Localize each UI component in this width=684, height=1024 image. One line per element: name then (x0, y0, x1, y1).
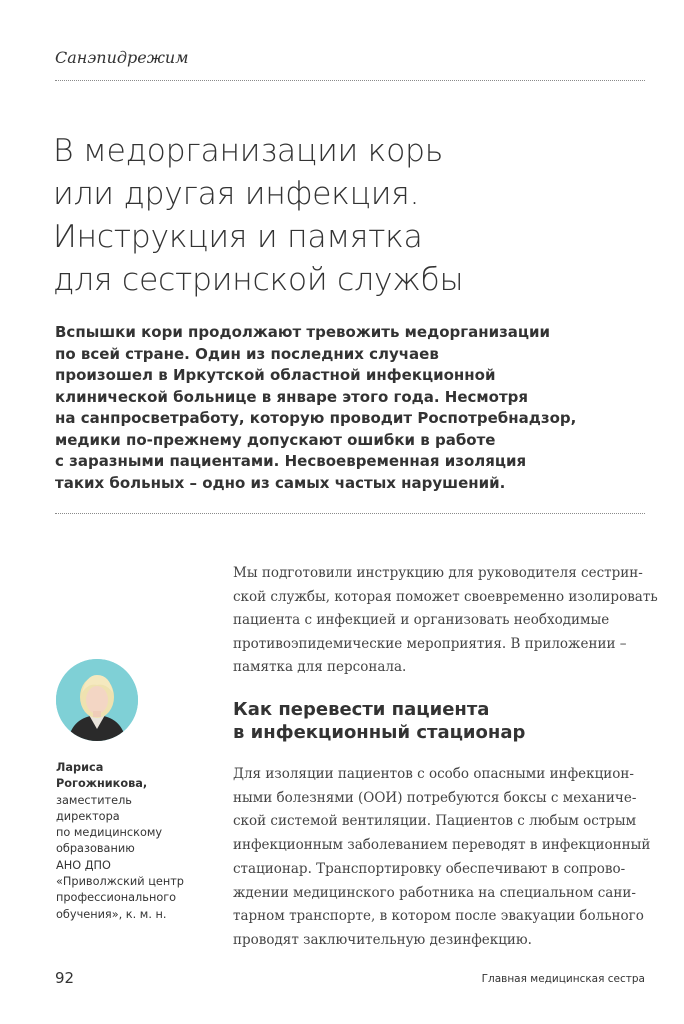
body-line: инфекционным заболеванием переводят в инфекционный (233, 837, 651, 854)
author-position-line: обучения», к. м. н. (56, 907, 167, 921)
body-line: ными болезнями (ООИ) потребуются боксы с механиче- (233, 789, 637, 806)
author-position-line: профессионального (56, 891, 177, 905)
body-line: стационар. Транспортировку обеспечивают в сопрово- (233, 860, 626, 877)
intro-paragraph (233, 562, 658, 680)
body-line: ской системой вентиляции. Пациентов с любым острым (233, 813, 637, 830)
lead-line: таких больных – одно из самых частых нарушений. (55, 473, 506, 492)
title-line: или другая инфекция. (53, 176, 420, 212)
lead-line: с заразными пациентами. Несвоевременная изоляция (55, 452, 527, 470)
lead-line: по всей стране. Один из последних случаев (55, 344, 439, 363)
title-line: В медорганизации корь (53, 133, 444, 169)
author-position-line: образованию (56, 842, 135, 856)
page-number: 92 (55, 969, 75, 987)
author-position-line: АНО ДПО (56, 858, 111, 872)
intro-line: противоэпидемические мероприятия. В приложении – (233, 635, 627, 652)
author-position-line: заместитель (56, 793, 132, 807)
lead-line: медики по-прежнему допускают ошибки в работе (55, 430, 496, 449)
body-line: тарном транспорте, в котором после эвакуации больного (233, 908, 644, 925)
section-heading (233, 698, 645, 744)
lead-divider (55, 513, 645, 514)
intro-line: ской службы, которая поможет своевременно изолировать (233, 588, 658, 605)
body-paragraph (233, 763, 651, 953)
author-position-line: по медицинскому (56, 826, 163, 840)
title-line: Инструкция и памятка (53, 219, 423, 255)
top-divider (55, 80, 645, 81)
intro-line: пациента с инфекцией и организовать необходимые (233, 612, 610, 628)
lead-line: произошел в Иркутской областной инфекционной (55, 366, 496, 384)
author-portrait-icon (56, 659, 138, 741)
body-line: Для изоляции пациентов с особо опасными инфекцион- (233, 766, 634, 782)
lead-line: клинической больнице в январе этого года. Несмотря (55, 387, 529, 406)
journal-name: Главная медицинская сестра (481, 973, 645, 985)
author-position-line: директора (56, 809, 120, 823)
author-name: Лариса (56, 761, 104, 774)
article-title (53, 130, 613, 302)
article-lead (55, 322, 645, 494)
author-name: Рогожникова, (56, 777, 148, 791)
lead-line: на санпросветработу, которую проводит Роспотребнадзор, (55, 409, 577, 427)
section-label: Санэпидрежим (55, 48, 189, 67)
author-info (56, 760, 216, 923)
author-avatar (56, 659, 138, 741)
heading-line: в инфекционный стационар (233, 722, 526, 743)
intro-line: памятка для персонала. (233, 659, 407, 675)
intro-line: Мы подготовили инструкцию для руководителя сестрин- (233, 565, 643, 581)
author-position-line: «Приволжский центр (56, 875, 184, 889)
body-line: проводят заключительную дезинфекцию. (233, 931, 532, 948)
title-line: для сестринской службы (53, 262, 464, 298)
body-line: ждении медицинского работника на специальном сани- (233, 884, 636, 901)
lead-line: Вспышки кори продолжают тревожить медорганизации (55, 323, 551, 341)
heading-line: Как перевести пациента (233, 699, 490, 720)
